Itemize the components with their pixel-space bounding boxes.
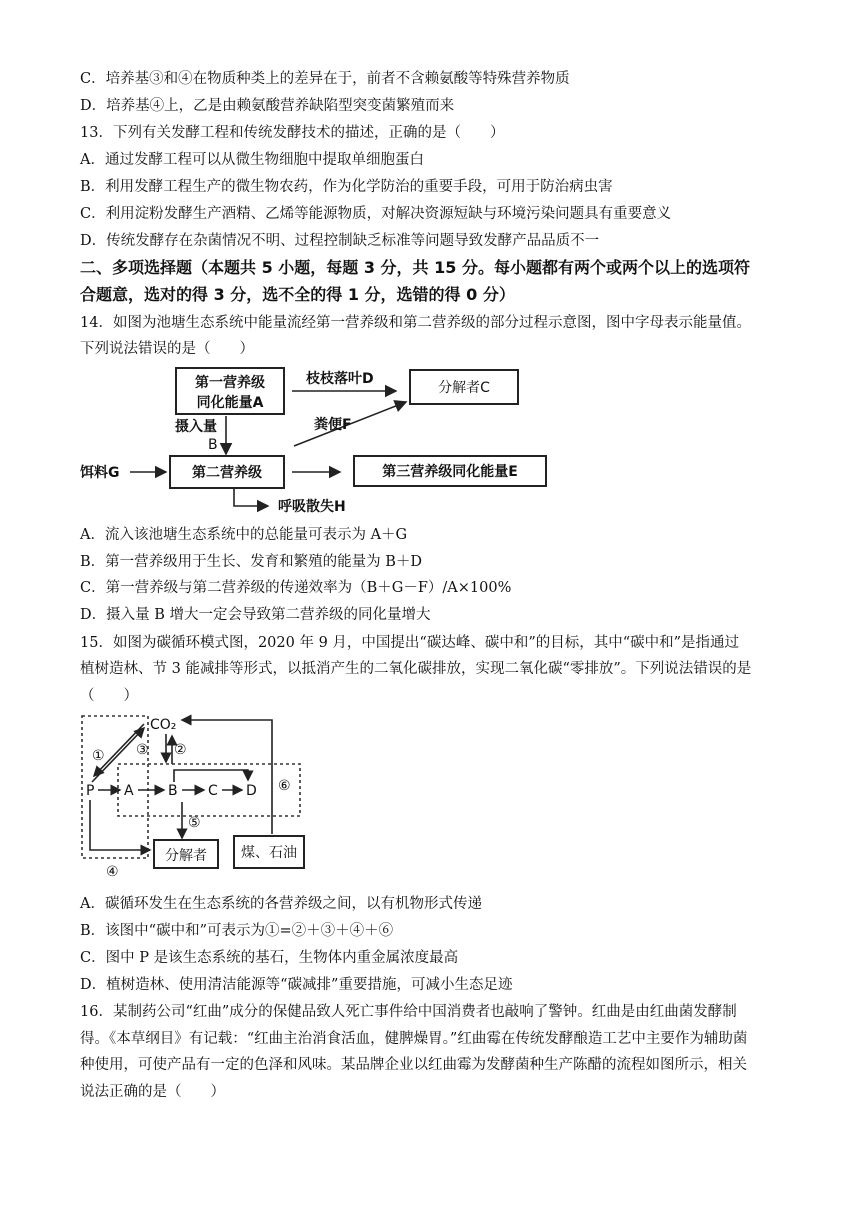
second-level-label: 第二营养级 <box>192 465 262 481</box>
intake-letter: B <box>208 437 218 453</box>
label-5: ⑤ <box>188 815 201 831</box>
node-d: D <box>246 783 257 799</box>
q14-option-b: B．第一营养级用于生长、发育和繁殖的能量为 B＋D <box>80 554 423 570</box>
q15-option-d: D．植树造林、使用清洁能源等“碳减排”重要措施，可减小生态足迹 <box>80 977 513 993</box>
co2-label: CO₂ <box>150 717 177 733</box>
q13-option-c: C．利用淀粉发酵生产酒精、乙烯等能源物质，对解决资源短缺与环境污染问题具有重要意义 <box>80 206 672 222</box>
carbon-cycle-diagram <box>78 710 308 880</box>
node-a: A <box>124 783 134 799</box>
q13-stem: 13．下列有关发酵工程和传统发酵技术的描述，正确的是（ ） <box>80 125 505 141</box>
q13-option-b: B．利用发酵工程生产的微生物农药，作为化学防治的重要手段，可用于防治病虫害 <box>80 179 613 195</box>
label-2: ② <box>174 742 187 758</box>
q14-option-c: C．第一营养级与第二营养级的传递效率为（B＋G－F）/A×100% <box>80 580 512 596</box>
first-level-label-1: 第一营养级 <box>195 375 265 391</box>
litter-label: 枝枝落叶D <box>306 371 374 387</box>
coal-oil-label: 煤、石油 <box>241 845 297 861</box>
q15-option-c: C．图中 P 是该生态系统的基石，生物体内重金属浓度最高 <box>80 950 459 966</box>
q14-stem-line2: 下列说法错误的是（ ） <box>80 341 254 357</box>
q16-stem-line2: 得。《本草纲目》有记载：“红曲主治消食活血，健脾燥胃。”红曲霉在传统发酵酿造工艺中主要作为辅助菌 <box>80 1031 748 1047</box>
third-level-label: 第三营养级同化能量E <box>382 464 518 480</box>
q15-stem-line1: 15．如图为碳循环模式图，2020 年 9 月，中国提出“碳达峰、碳中和”的目标，其中“碳中和”是指通过 <box>80 635 740 651</box>
q13-option-a: A．通过发酵工程可以从微生物细胞中提取单细胞蛋白 <box>80 152 424 168</box>
q16-stem-line4: 说法正确的是（ ） <box>80 1084 225 1100</box>
arrow-respiration <box>234 488 268 506</box>
node-c: C <box>208 783 218 799</box>
label-6: ⑥ <box>278 778 291 794</box>
decomposer-label: 分解者C <box>438 380 490 396</box>
label-3: ③ <box>136 742 149 758</box>
q13-option-d: D．传统发酵存在杂菌情况不明、过程控制缺乏标准等问题导致发酵产品品质不一 <box>80 233 600 249</box>
label-4: ④ <box>106 864 119 880</box>
node-p: P <box>86 783 95 799</box>
q14-option-a: A．流入该池塘生态系统中的总能量可表示为 A＋G <box>80 527 408 543</box>
q15-stem-line2: 植树造林、节 3 能减排等形式，以抵消产生的二氧化碳排放，实现二氧化碳“零排放”。下列说法错误的是 <box>80 661 752 677</box>
q16-stem-line1: 16．某制药公司“红曲”成分的保健品致人死亡事件给中国消费者也敲响了警钟。红曲是由红曲菌发酵制 <box>80 1004 737 1020</box>
q15-option-a: A．碳循环发生在生态系统的各营养级之间，以有机物形式传递 <box>80 896 482 912</box>
first-level-label-2: 同化能量A <box>196 395 264 411</box>
intake-label: 摄入量 <box>175 419 217 435</box>
feces-label: 粪便F <box>314 417 352 433</box>
q15-stem-line3: （ ） <box>80 688 138 704</box>
decomposer-label: 分解者 <box>165 848 207 864</box>
q14-stem-line1: 14．如图为池塘生态系统中能量流经第一营养级和第二营养级的部分过程示意图，图中字母表示能量值。 <box>80 315 751 331</box>
label-1: ① <box>92 748 105 764</box>
section-2-heading-line1: 二、多项选择题（本题共 5 小题，每题 3 分，共 15 分。每小题都有两个或两个以上的选项符 <box>80 258 750 277</box>
feed-label: 饵料G <box>80 465 120 481</box>
node-b: B <box>168 783 178 799</box>
section-2-heading-line2: 合题意，选对的得 3 分，选不全的得 1 分，选错的得 0 分） <box>80 285 515 304</box>
arrow-4 <box>90 800 150 850</box>
q12-option-c: C．培养基③和④在物质种类上的差异在于，前者不含赖氨酸等特殊营养物质 <box>80 71 570 87</box>
q15-option-b: B．该图中“碳中和”可表示为①=②＋③＋④＋⑥ <box>80 923 394 939</box>
respiration-label: 呼吸散失H <box>278 499 346 515</box>
q14-option-d: D．摄入量 B 增大一定会导致第二营养级的同化量增大 <box>80 607 431 623</box>
q16-stem-line3: 种使用，可使产品有一定的色泽和风味。某品牌企业以红曲霉为发酵菌种生产陈醋的流程如图所示，相关 <box>80 1057 747 1073</box>
energy-flow-diagram <box>78 362 558 522</box>
q12-option-d: D．培养基④上，乙是由赖氨酸营养缺陷型突变菌繁殖而来 <box>80 98 455 114</box>
arrow-b-d <box>174 770 248 782</box>
